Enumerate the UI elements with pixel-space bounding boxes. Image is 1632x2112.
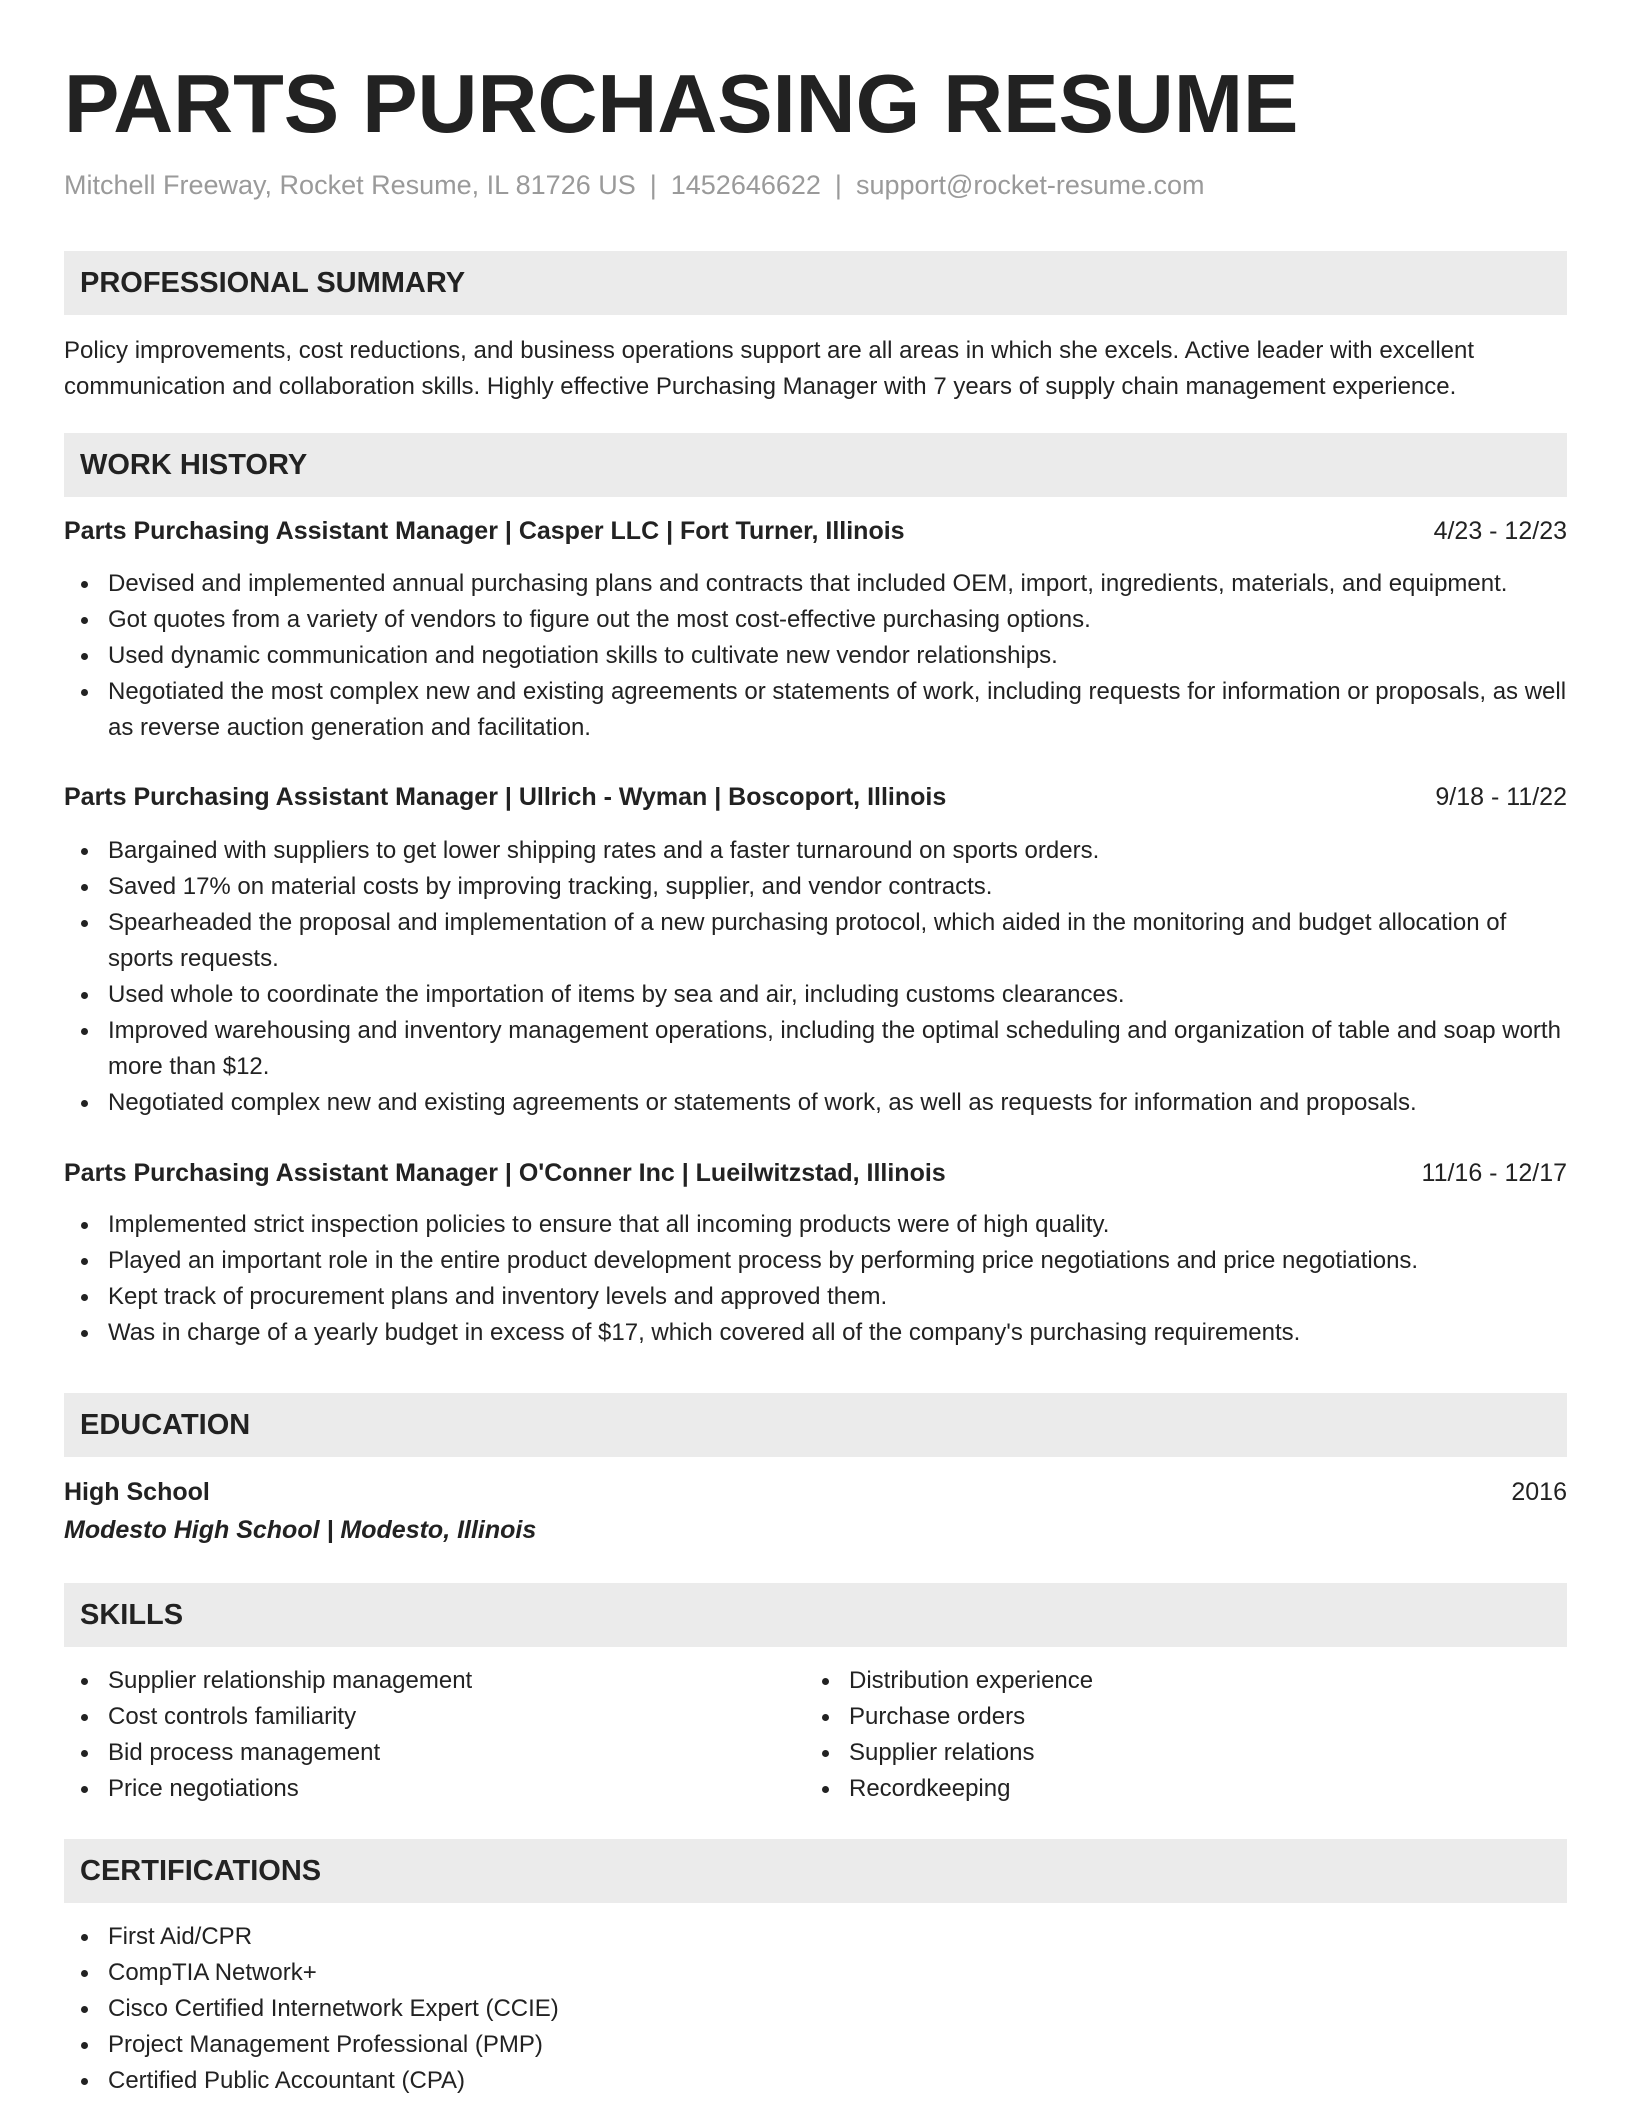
contact-address: Mitchell Freeway, Rocket Resume, IL 81726 US <box>64 170 636 200</box>
certification-item: Cisco Certified Internetwork Expert (CCIE) <box>108 1991 1567 2027</box>
job-title: Parts Purchasing Assistant Manager | Ullrich - Wyman | Boscoport, Illinois <box>64 783 947 811</box>
section-header-certifications: CERTIFICATIONS <box>64 1839 1567 1903</box>
job-title: Parts Purchasing Assistant Manager | O'Conner Inc | Lueilwitzstad, Illinois <box>64 1159 946 1187</box>
job-bullet: Devised and implemented annual purchasing plans and contracts that included OEM, import, ingredients, materials, and equipment. <box>108 566 1567 602</box>
education-year: 2016 <box>1511 1478 1567 1506</box>
skill-item: Purchase orders <box>849 1699 1505 1735</box>
education-school: Modesto High School | Modesto, Illinois <box>64 1516 537 1544</box>
job-bullet: Implemented strict inspection policies to ensure that all incoming products were of high quality. <box>108 1207 1567 1243</box>
job-bullet: Used whole to coordinate the importation of items by sea and air, including customs clearances. <box>108 977 1567 1013</box>
certification-item: Certified Public Accountant (CPA) <box>108 2063 1567 2099</box>
skill-item: Supplier relationship management <box>108 1663 764 1699</box>
job-title: Parts Purchasing Assistant Manager | Casper LLC | Fort Turner, Illinois <box>64 517 905 545</box>
resume-title: PARTS PURCHASING RESUME <box>64 57 1299 150</box>
section-header-skills: SKILLS <box>64 1583 1567 1647</box>
skill-item: Bid process management <box>108 1735 764 1771</box>
certification-item: First Aid/CPR <box>108 1919 1567 1955</box>
job-bullet: Negotiated the most complex new and existing agreements or statements of work, including requests for information or proposals, as well as reverse auction generation and facilitation. <box>108 674 1567 746</box>
job-bullet: Spearheaded the proposal and implementation of a new purchasing protocol, which aided in the monitoring and budget allocation of sports requests. <box>108 905 1567 977</box>
skill-item: Distribution experience <box>849 1663 1505 1699</box>
job-dates: 4/23 - 12/23 <box>1433 517 1567 545</box>
job-bullet-list <box>64 833 1567 1121</box>
job-bullet-list <box>64 566 1567 746</box>
job-bullet: Bargained with suppliers to get lower shipping rates and a faster turnaround on sports orders. <box>108 833 1567 869</box>
job-bullet: Got quotes from a variety of vendors to figure out the most cost-effective purchasing options. <box>108 602 1567 638</box>
contact-line <box>64 168 1204 202</box>
certification-item: Project Management Professional (PMP) <box>108 2027 1567 2063</box>
job-bullet: Saved 17% on material costs by improving tracking, supplier, and vendor contracts. <box>108 869 1567 905</box>
job-dates: 9/18 - 11/22 <box>1435 783 1567 811</box>
skills-list-right <box>805 1663 1505 1807</box>
contact-separator: | <box>649 170 657 200</box>
job-dates: 11/16 - 12/17 <box>1421 1159 1567 1187</box>
certifications-list <box>64 1919 1567 2099</box>
job-bullet: Improved warehousing and inventory management operations, including the optimal scheduling and organization of table and soap worth more than $12. <box>108 1013 1567 1085</box>
job-bullet: Kept track of procurement plans and inventory levels and approved them. <box>108 1279 1567 1315</box>
section-header-education: EDUCATION <box>64 1393 1567 1457</box>
contact-separator: | <box>834 170 842 200</box>
job-bullet: Used dynamic communication and negotiation skills to cultivate new vendor relationships. <box>108 638 1567 674</box>
summary-text: Policy improvements, cost reductions, and business operations support are all areas in which she excels. Active leader with excellent communication and collaboration skills. Highly effective Purchasing Manager with 7 years of supply chain management experience. <box>64 337 1475 400</box>
education-degree: High School <box>64 1478 210 1506</box>
skill-item: Cost controls familiarity <box>108 1699 764 1735</box>
job-bullet: Played an important role in the entire product development process by performing price negotiations and price negotiations. <box>108 1243 1567 1279</box>
contact-email: support@rocket-resume.com <box>855 170 1205 200</box>
skill-item: Price negotiations <box>108 1771 764 1807</box>
skill-item: Recordkeeping <box>849 1771 1505 1807</box>
certification-item: CompTIA Network+ <box>108 1955 1567 1991</box>
skill-item: Supplier relations <box>849 1735 1505 1771</box>
section-header-summary: PROFESSIONAL SUMMARY <box>64 251 1567 315</box>
section-header-work-history: WORK HISTORY <box>64 433 1567 497</box>
contact-phone: 1452646622 <box>670 170 821 200</box>
job-bullet: Was in charge of a yearly budget in excess of $17, which covered all of the company's purchasing requirements. <box>108 1315 1567 1351</box>
job-bullet: Negotiated complex new and existing agreements or statements of work, as well as requests for information and proposals. <box>108 1085 1567 1121</box>
skills-list-left <box>64 1663 764 1807</box>
job-bullet-list <box>64 1207 1567 1351</box>
